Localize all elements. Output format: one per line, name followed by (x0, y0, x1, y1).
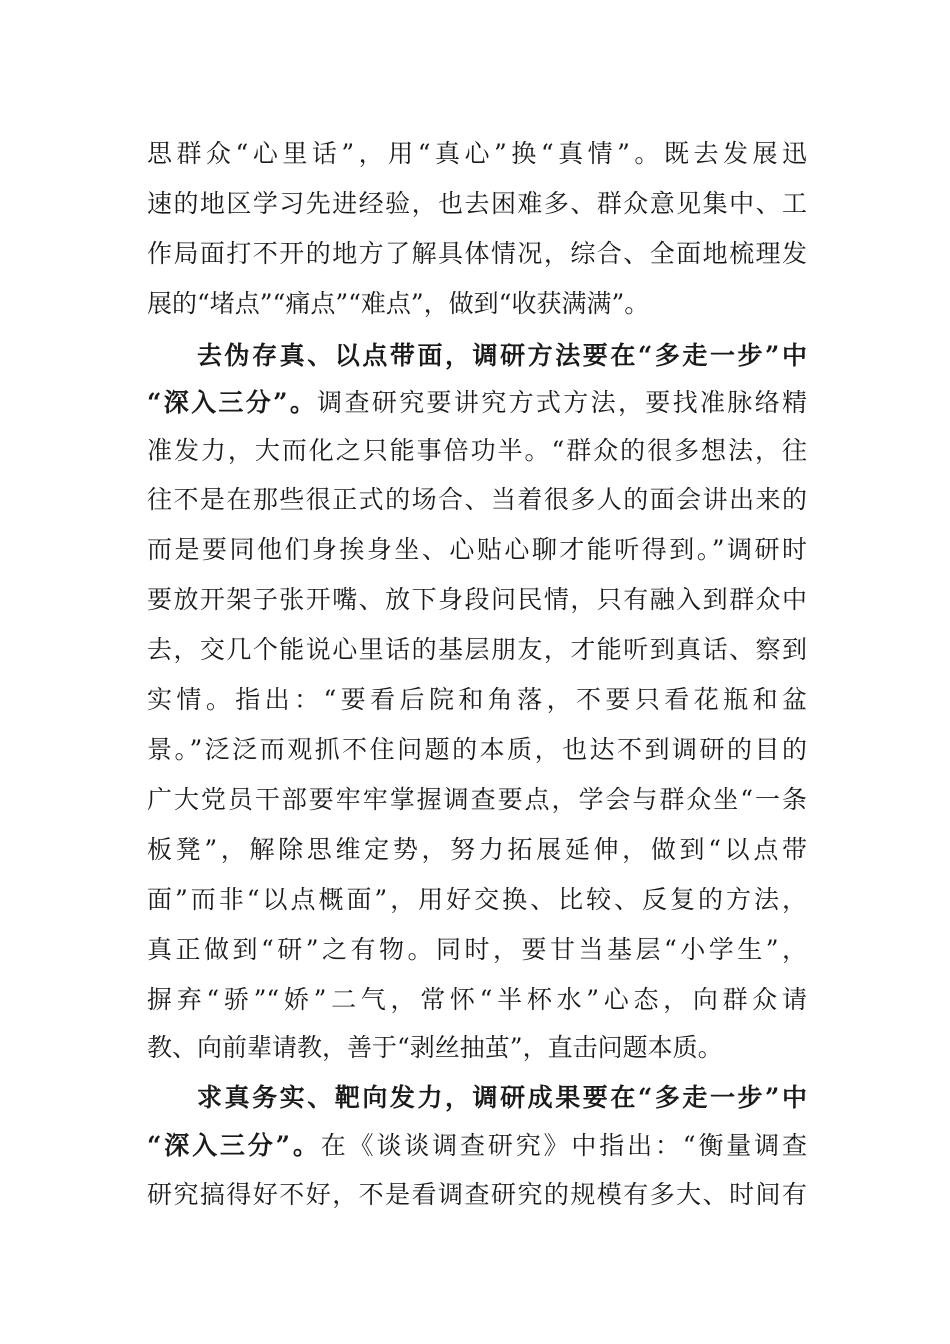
text-line: 速的地区学习先进经验，也去困难多、群众意见集中、工 (147, 189, 807, 218)
text-line: 摒弃“骄”“娇”二气，常怀“半杯水”心态，向群众请 (147, 985, 807, 1014)
section-heading-tail: “深入三分”。 (147, 1131, 321, 1160)
text-line: 广大党员干部要牢牢掌握调查要点，学会与群众坐“一条 (147, 785, 807, 814)
text-line (147, 1121, 807, 1170)
section-heading-tail: “深入三分”。 (147, 388, 318, 417)
text-line: 思群众“心里话”，用“真心”换“真情”。既去发展迅 (147, 139, 807, 168)
text-line: 展的“堵点”“痛点”“难点”，做到“收获满满”。 (147, 289, 650, 318)
text-line (147, 378, 807, 427)
text-line: 教、向前辈请教，善于“剥丝抽茧”，直击问题本质。 (147, 1033, 723, 1062)
text-run: 在《谈谈调查研究》中指出：“衡量调查 (320, 1131, 807, 1160)
text-line: 而是要同他们身挨身坐、心贴心聊才能听得到。”调研时 (147, 535, 807, 564)
text-line: 面”而非“以点概面”，用好交换、比较、反复的方法， (147, 885, 807, 914)
text-line: 真正做到“研”之有物。同时，要甘当基层“小学生”， (147, 935, 807, 964)
text-run: 调查研究要讲究方式方法，要找准脉络精 (317, 388, 807, 417)
text-line: 往不是在那些很正式的场合、当着很多人的面会讲出来的 (147, 485, 807, 514)
section-heading: 去伪存真、以点带面，调研方法要在“多走一步”中 (197, 341, 807, 370)
text-line: 作局面打不开的地方了解具体情况，综合、全面地梳理发 (147, 239, 807, 268)
text-line: 要放开架子张开嘴、放下身段问民情，只有融入到群众中 (147, 585, 807, 614)
text-line: 去，交几个能说心里话的基层朋友，才能听到真话、察到 (147, 635, 807, 664)
text-line: 准发力，大而化之只能事倍功半。“群众的很多想法，往 (147, 436, 807, 465)
section-heading: 求真务实、靶向发力，调研成果要在“多走一步”中 (197, 1083, 807, 1112)
text-line: 景。”泛泛而观抓不住问题的本质，也达不到调研的目的 (147, 735, 807, 764)
text-line: 板凳”，解除思维定势，努力拓展延伸，做到“以点带 (147, 835, 807, 864)
text-line: 研究搞得好不好，不是看调查研究的规模有多大、时间有 (147, 1180, 807, 1209)
text-line: 实情。指出：“要看后院和角落，不要只看花瓶和盆 (147, 685, 807, 714)
